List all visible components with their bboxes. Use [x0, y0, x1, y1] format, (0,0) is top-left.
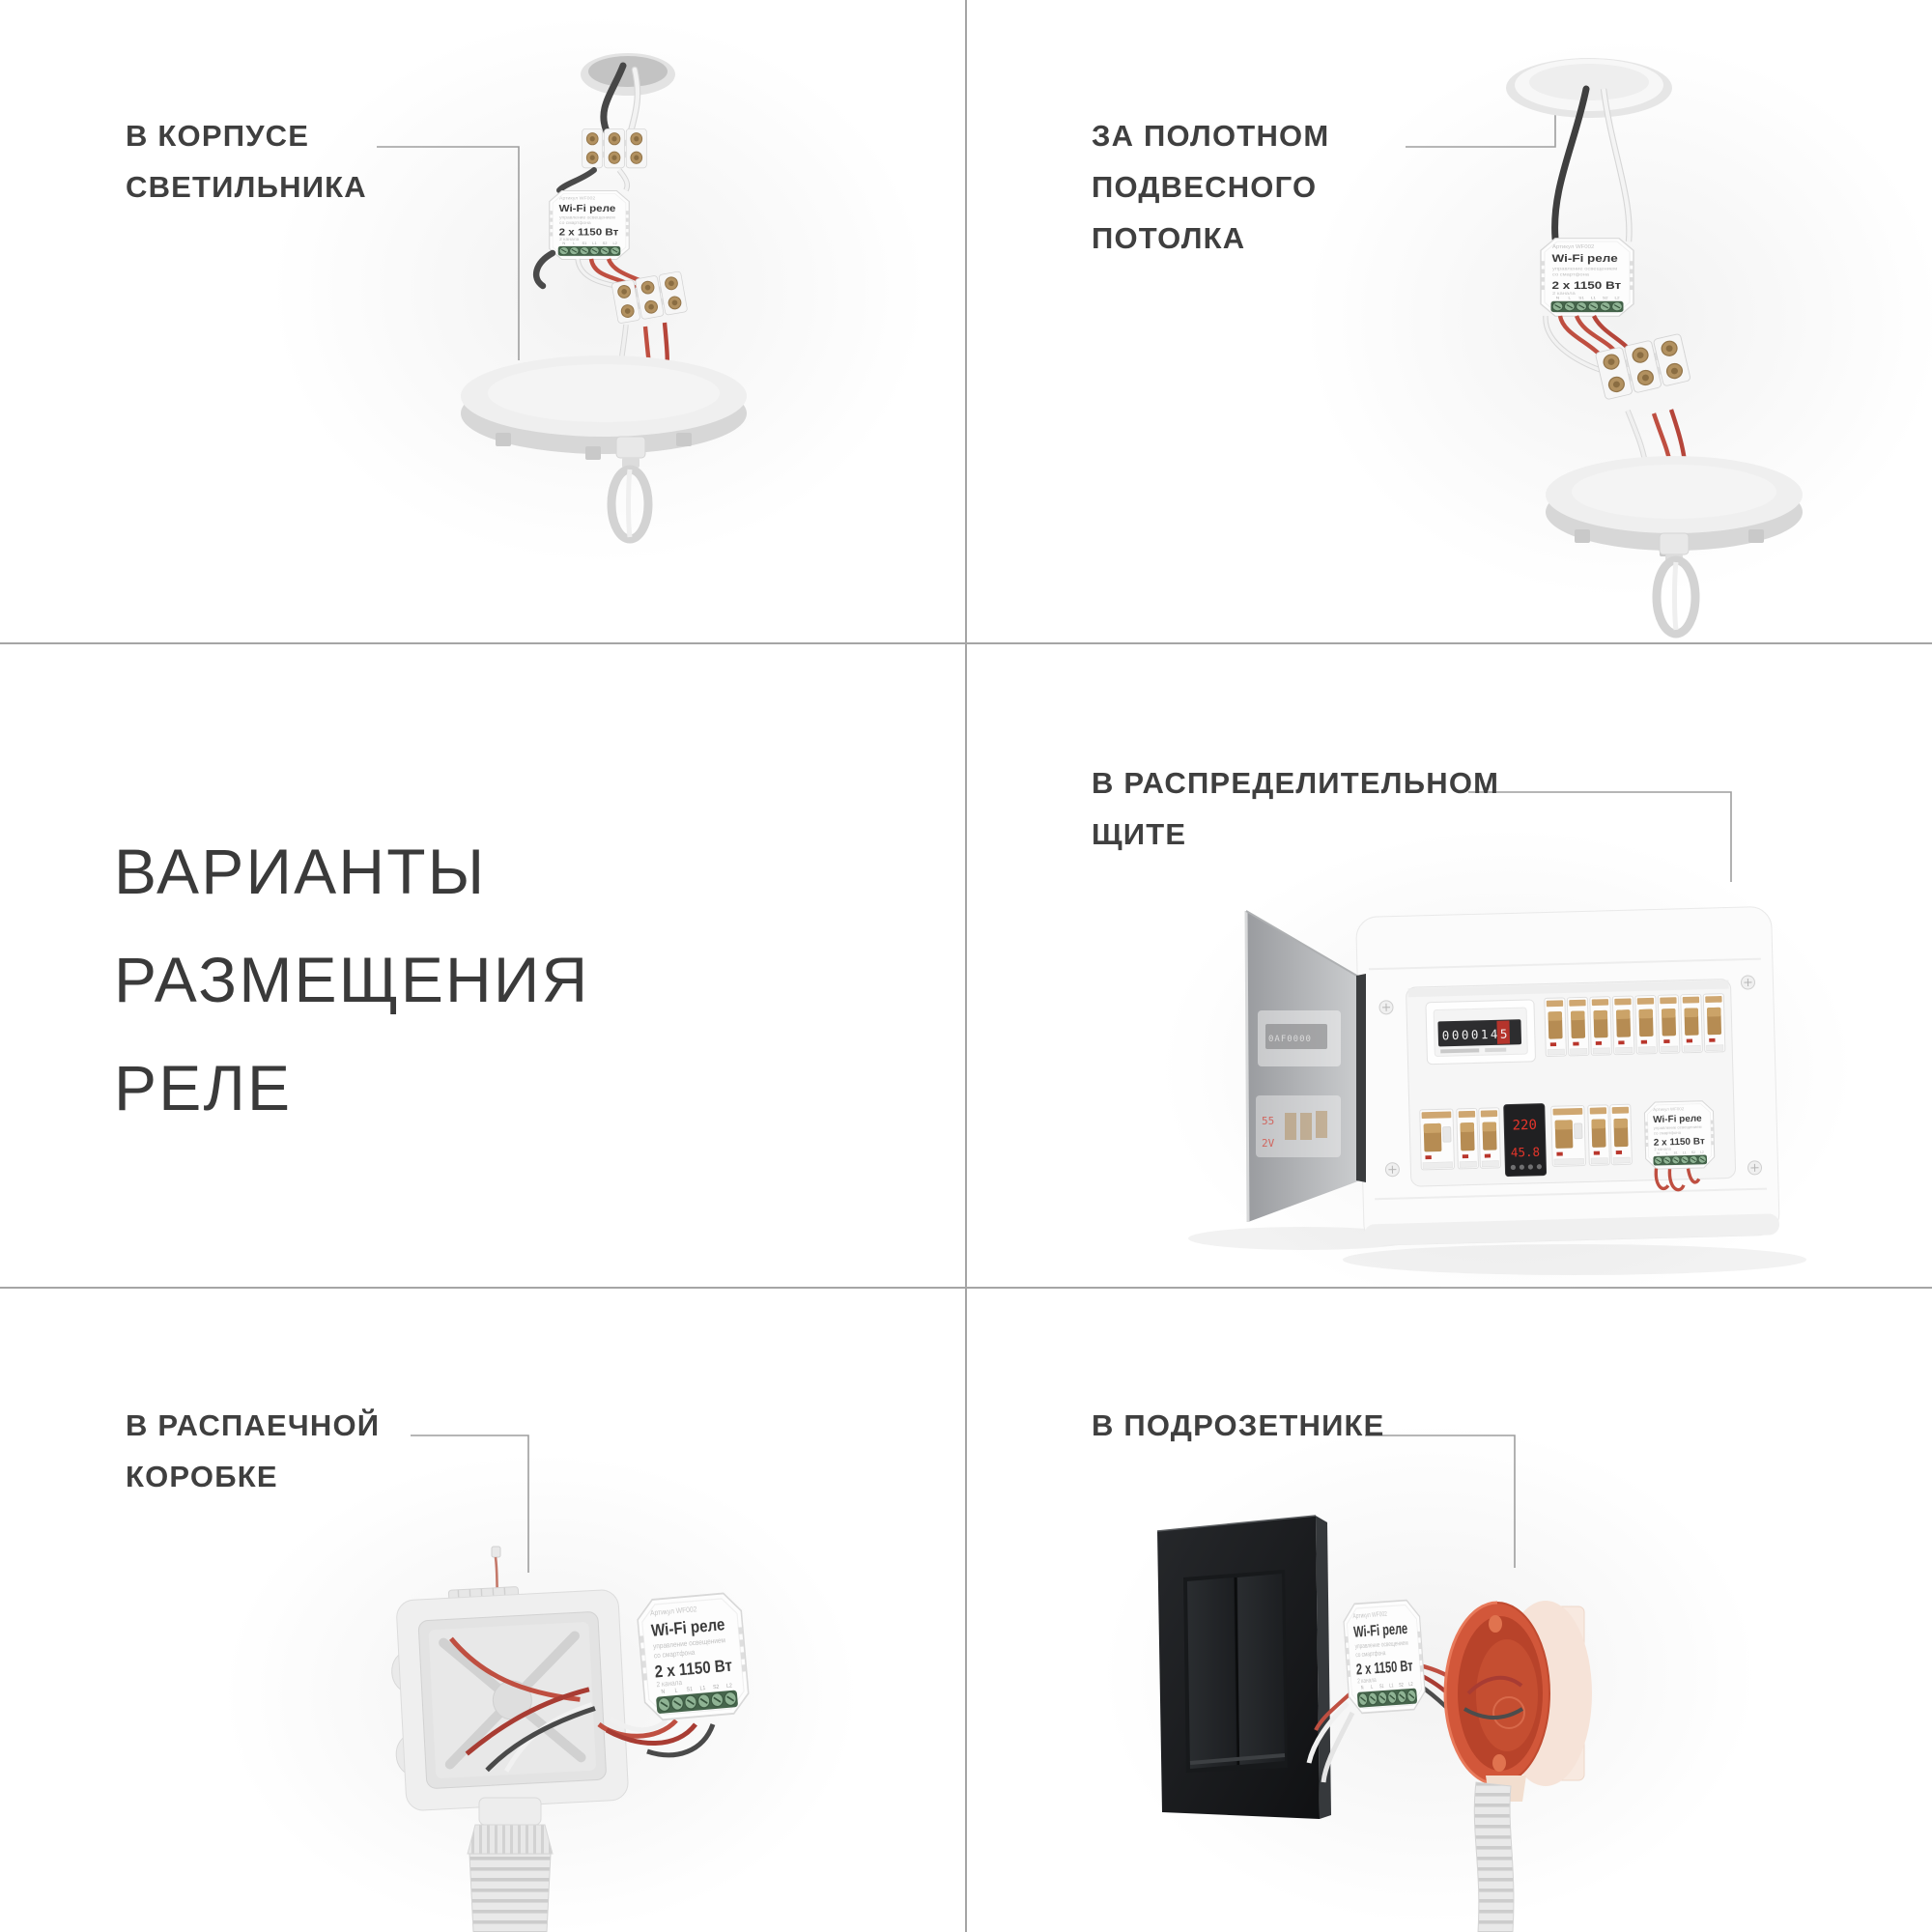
- wifi-relay: [1541, 239, 1634, 317]
- cup-back: [1476, 1639, 1538, 1751]
- panel-ceiling: [966, 0, 1932, 643]
- panel-title: [0, 643, 966, 1288]
- light-switch: [1157, 1516, 1331, 1819]
- cup-screw-boss-bottom: [1492, 1754, 1506, 1772]
- panel-socket: [966, 1288, 1932, 1932]
- door-edge-highlight: [1246, 911, 1248, 1222]
- label-line: ЩИТЕ: [1092, 817, 1187, 851]
- label-luminaire: [126, 110, 367, 213]
- hanging-cable: [629, 469, 631, 537]
- digital-voltmeter: [1504, 1104, 1547, 1177]
- scene-luminaire: [0, 0, 966, 643]
- door-hinge: [1356, 974, 1366, 1182]
- conduit-tube: [469, 1854, 551, 1932]
- rocker-right: [1237, 1574, 1285, 1765]
- label-line: В РАСПАЕЧНОЙ: [126, 1408, 381, 1442]
- label-line: СВЕТИЛЬНИКА: [126, 170, 367, 204]
- scene-socket: [966, 1288, 1932, 1932]
- ceiling-hole: [581, 53, 675, 96]
- panel-board: [966, 643, 1932, 1288]
- label-line: ПОДВЕСНОГО: [1092, 170, 1318, 204]
- wifi-relay: [1644, 1100, 1715, 1169]
- conduit-collar: [479, 1798, 541, 1825]
- background-glow: [270, 14, 927, 565]
- wifi-relay: [636, 1592, 750, 1721]
- terminal-block-upper: [582, 128, 647, 167]
- panel-junction: [0, 1288, 966, 1932]
- label-line: ЗА ПОЛОТНОМ: [1092, 119, 1330, 153]
- cup-screw-boss-top: [1489, 1615, 1502, 1633]
- door-ghost-red-1: 55: [1262, 1115, 1275, 1127]
- title-line: ВАРИАНТЫ: [114, 836, 487, 907]
- title-line: РЕЛЕ: [114, 1052, 293, 1123]
- voltmeter-bottom-value: 45.8: [1510, 1144, 1541, 1160]
- title-line: РАЗМЕЩЕНИЯ: [114, 944, 590, 1015]
- door-ghost-red-2: 2V: [1262, 1137, 1275, 1150]
- junction-box: [387, 1581, 629, 1811]
- label-line: В РАСПРЕДЕЛИТЕЛЬНОМ: [1092, 766, 1500, 800]
- label-line: КОРОБКЕ: [126, 1460, 278, 1493]
- panel-luminaire: [0, 0, 966, 643]
- canopy-fitting: [1660, 533, 1689, 554]
- canopy-fitting: [616, 437, 645, 458]
- label-line: В КОРПУСЕ: [126, 119, 310, 153]
- scene-ceiling: [966, 0, 1932, 643]
- board-shadow: [1343, 1244, 1806, 1275]
- scene-junction: [0, 1288, 966, 1932]
- conduit-cone: [468, 1825, 553, 1854]
- rocker-left: [1187, 1577, 1236, 1769]
- meter-digits: 0000145: [1441, 1026, 1511, 1043]
- wifi-relay: [1343, 1600, 1426, 1714]
- voltmeter-top-value: 220: [1512, 1117, 1538, 1134]
- hanging-cable: [1675, 562, 1677, 630]
- label-socket: [1092, 1400, 1385, 1451]
- label-line: ПОТОЛКА: [1092, 221, 1246, 255]
- label-board: [1092, 757, 1499, 860]
- conduit: [468, 1798, 553, 1932]
- page-title: [114, 817, 589, 1142]
- label-ceiling: [1092, 110, 1329, 264]
- electric-meter: [1426, 1000, 1536, 1065]
- board-body: [1356, 906, 1780, 1245]
- breaker-row-2: [1420, 1108, 1501, 1170]
- breaker-row-2b: [1551, 1104, 1633, 1166]
- wifi-relay: [550, 190, 630, 259]
- door-ghost-digits: 0AF0000: [1268, 1035, 1312, 1044]
- label-junction: [126, 1400, 380, 1502]
- conduit-tube: [1474, 1782, 1514, 1932]
- label-line: В ПОДРОЗЕТНИКЕ: [1092, 1408, 1385, 1442]
- scene-board: [966, 643, 1932, 1288]
